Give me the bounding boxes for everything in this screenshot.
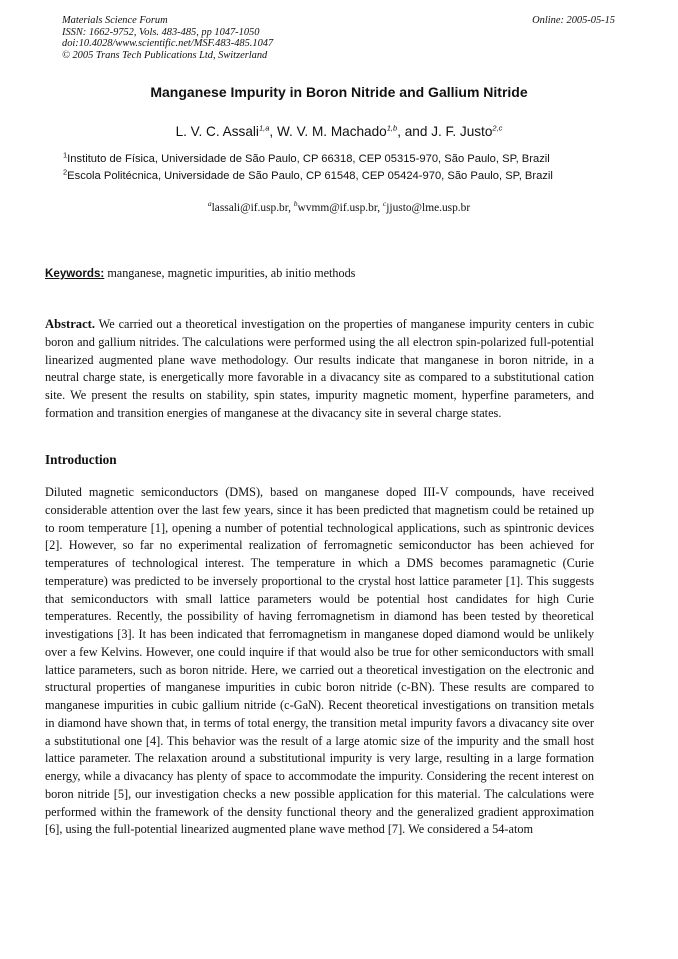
author-name: W. V. M. Machado [276, 124, 387, 139]
abstract-label: Abstract. [45, 317, 96, 331]
copyright-line: © 2005 Trans Tech Publications Ltd, Switzerland [62, 49, 268, 61]
email-mark: b [293, 199, 298, 209]
section-heading-introduction: Introduction [45, 452, 117, 467]
email-address: lassali@if.usp.br [211, 202, 289, 214]
running-header [62, 15, 615, 61]
affiliation-text: Instituto de Física, Universidade de São Paulo, CP 66318, CEP 05315-970, São Paulo, SP, Brazil [67, 153, 550, 165]
issn-line: ISSN: 1662-9752, Vols. 483-485, pp 1047-1050 [62, 26, 260, 38]
author-separator: , [269, 124, 277, 139]
author-name: L. V. C. Assali [175, 124, 259, 139]
email-separator: , [288, 202, 294, 214]
author-mark: 2,c [492, 123, 503, 133]
keywords-label: Keywords: [45, 267, 105, 280]
journal-name: Materials Science Forum [62, 15, 168, 26]
author-list [0, 124, 678, 139]
author-mark: 1,b [386, 123, 398, 133]
email-list [0, 199, 678, 214]
abstract-text: We carried out a theoretical investigation on the properties of manganese impurity centers in cubic boron and gallium nitrides. The calculations were performed using the all electron spin-polarized full-potential linearized augmented plane wave methodology. Our results indicate that manganese in boron nitride, in a neutral charge state, is energetically more favorable in a divacancy site as compared to a substitutional cation site. We present the results on stability, spin states, impurity magnetic moment, hyperfine parameters, and formation and transition energies of manganese at the divacancy site in several charge states. [45, 317, 594, 420]
online-date: Online: 2005-05-15 [532, 15, 615, 26]
abstract [45, 316, 594, 423]
affiliation-text: Escola Politécnica, Universidade de São Paulo, CP 61548, CEP 05424-970, São Paulo, SP, Brazil [67, 170, 553, 182]
author-name: J. F. Justo [431, 124, 493, 139]
keywords-text: manganese, magnetic impurities, ab initio methods [104, 266, 356, 280]
email-address: jjusto@lme.usp.br [386, 202, 471, 214]
affiliation-mark: 1 [63, 150, 68, 160]
email-mark: c [382, 199, 387, 209]
keywords [45, 266, 355, 281]
affiliation-1 [63, 150, 550, 165]
author-mark: 1,a [258, 123, 270, 133]
affiliation-2 [63, 167, 553, 182]
author-separator: , and [397, 124, 432, 139]
affiliation-mark: 2 [63, 167, 68, 177]
email-separator: , [377, 202, 383, 214]
email-address: wvmm@if.usp.br [297, 202, 378, 214]
email-mark: a [207, 199, 212, 209]
paper-title: Manganese Impurity in Boron Nitride and Gallium Nitride [150, 84, 528, 100]
doi-line: doi:10.4028/www.scientific.net/MSF.483-485.1047 [62, 38, 274, 50]
introduction-body: Diluted magnetic semiconductors (DMS), based on manganese doped III-V compounds, have received considerable attention over the last few years, since it has been predicted that magnetism could be retained up to room temperature [1], opening a number of potential technological applications, such as spintronic devices [2]. However, so far no experimental realization of ferromagnetic semiconductor has been achieved for temperatures of technological interest. The temperature in which a DMS becomes paramagnetic (Curie temperature) was predicted to be inversely proportional to the crystal host lattice parameter [1]. This suggests that semiconductors with small lattice parameters would be potential host candidates for high Curie temperatures. Recently, the possibility of having ferromagnetism in diamond has been tested by theoretical investigations [3]. It has been indicated that ferromagnetism in manganese doped diamond would be unlikely over a few Kelvins. However, one could inquire if that would also be true for other semiconductors with small lattice parameters, such as boron nitride. Here, we carried out a theoretical investigation on the electronic and structural properties of manganese impurities in cubic boron nitride (c-BN). These results are compared to manganese impurities in cubic gallium nitride (c-GaN). Recent theoretical investigations on transition metals in diamond have shown that, in terms of total energy, the transition metal impurity favors a divacancy site over a substitutional one [4]. This behavior was the result of a large atomic size of the impurity and the small host lattice parameter. The relaxation around a substitutional impurity is very large, resulting in a large formation energy, while a divacancy has plenty of space to accommodate the impurity. Considering the recent interest on boron nitride [5], our investigation checks a new possible application for this material. The calculations were performed within the framework of the density functional theory and the generalized gradient approximation [6], using the full-potential linearized augmented plane wave method [7]. We considered a 54-atom [45, 485, 594, 837]
